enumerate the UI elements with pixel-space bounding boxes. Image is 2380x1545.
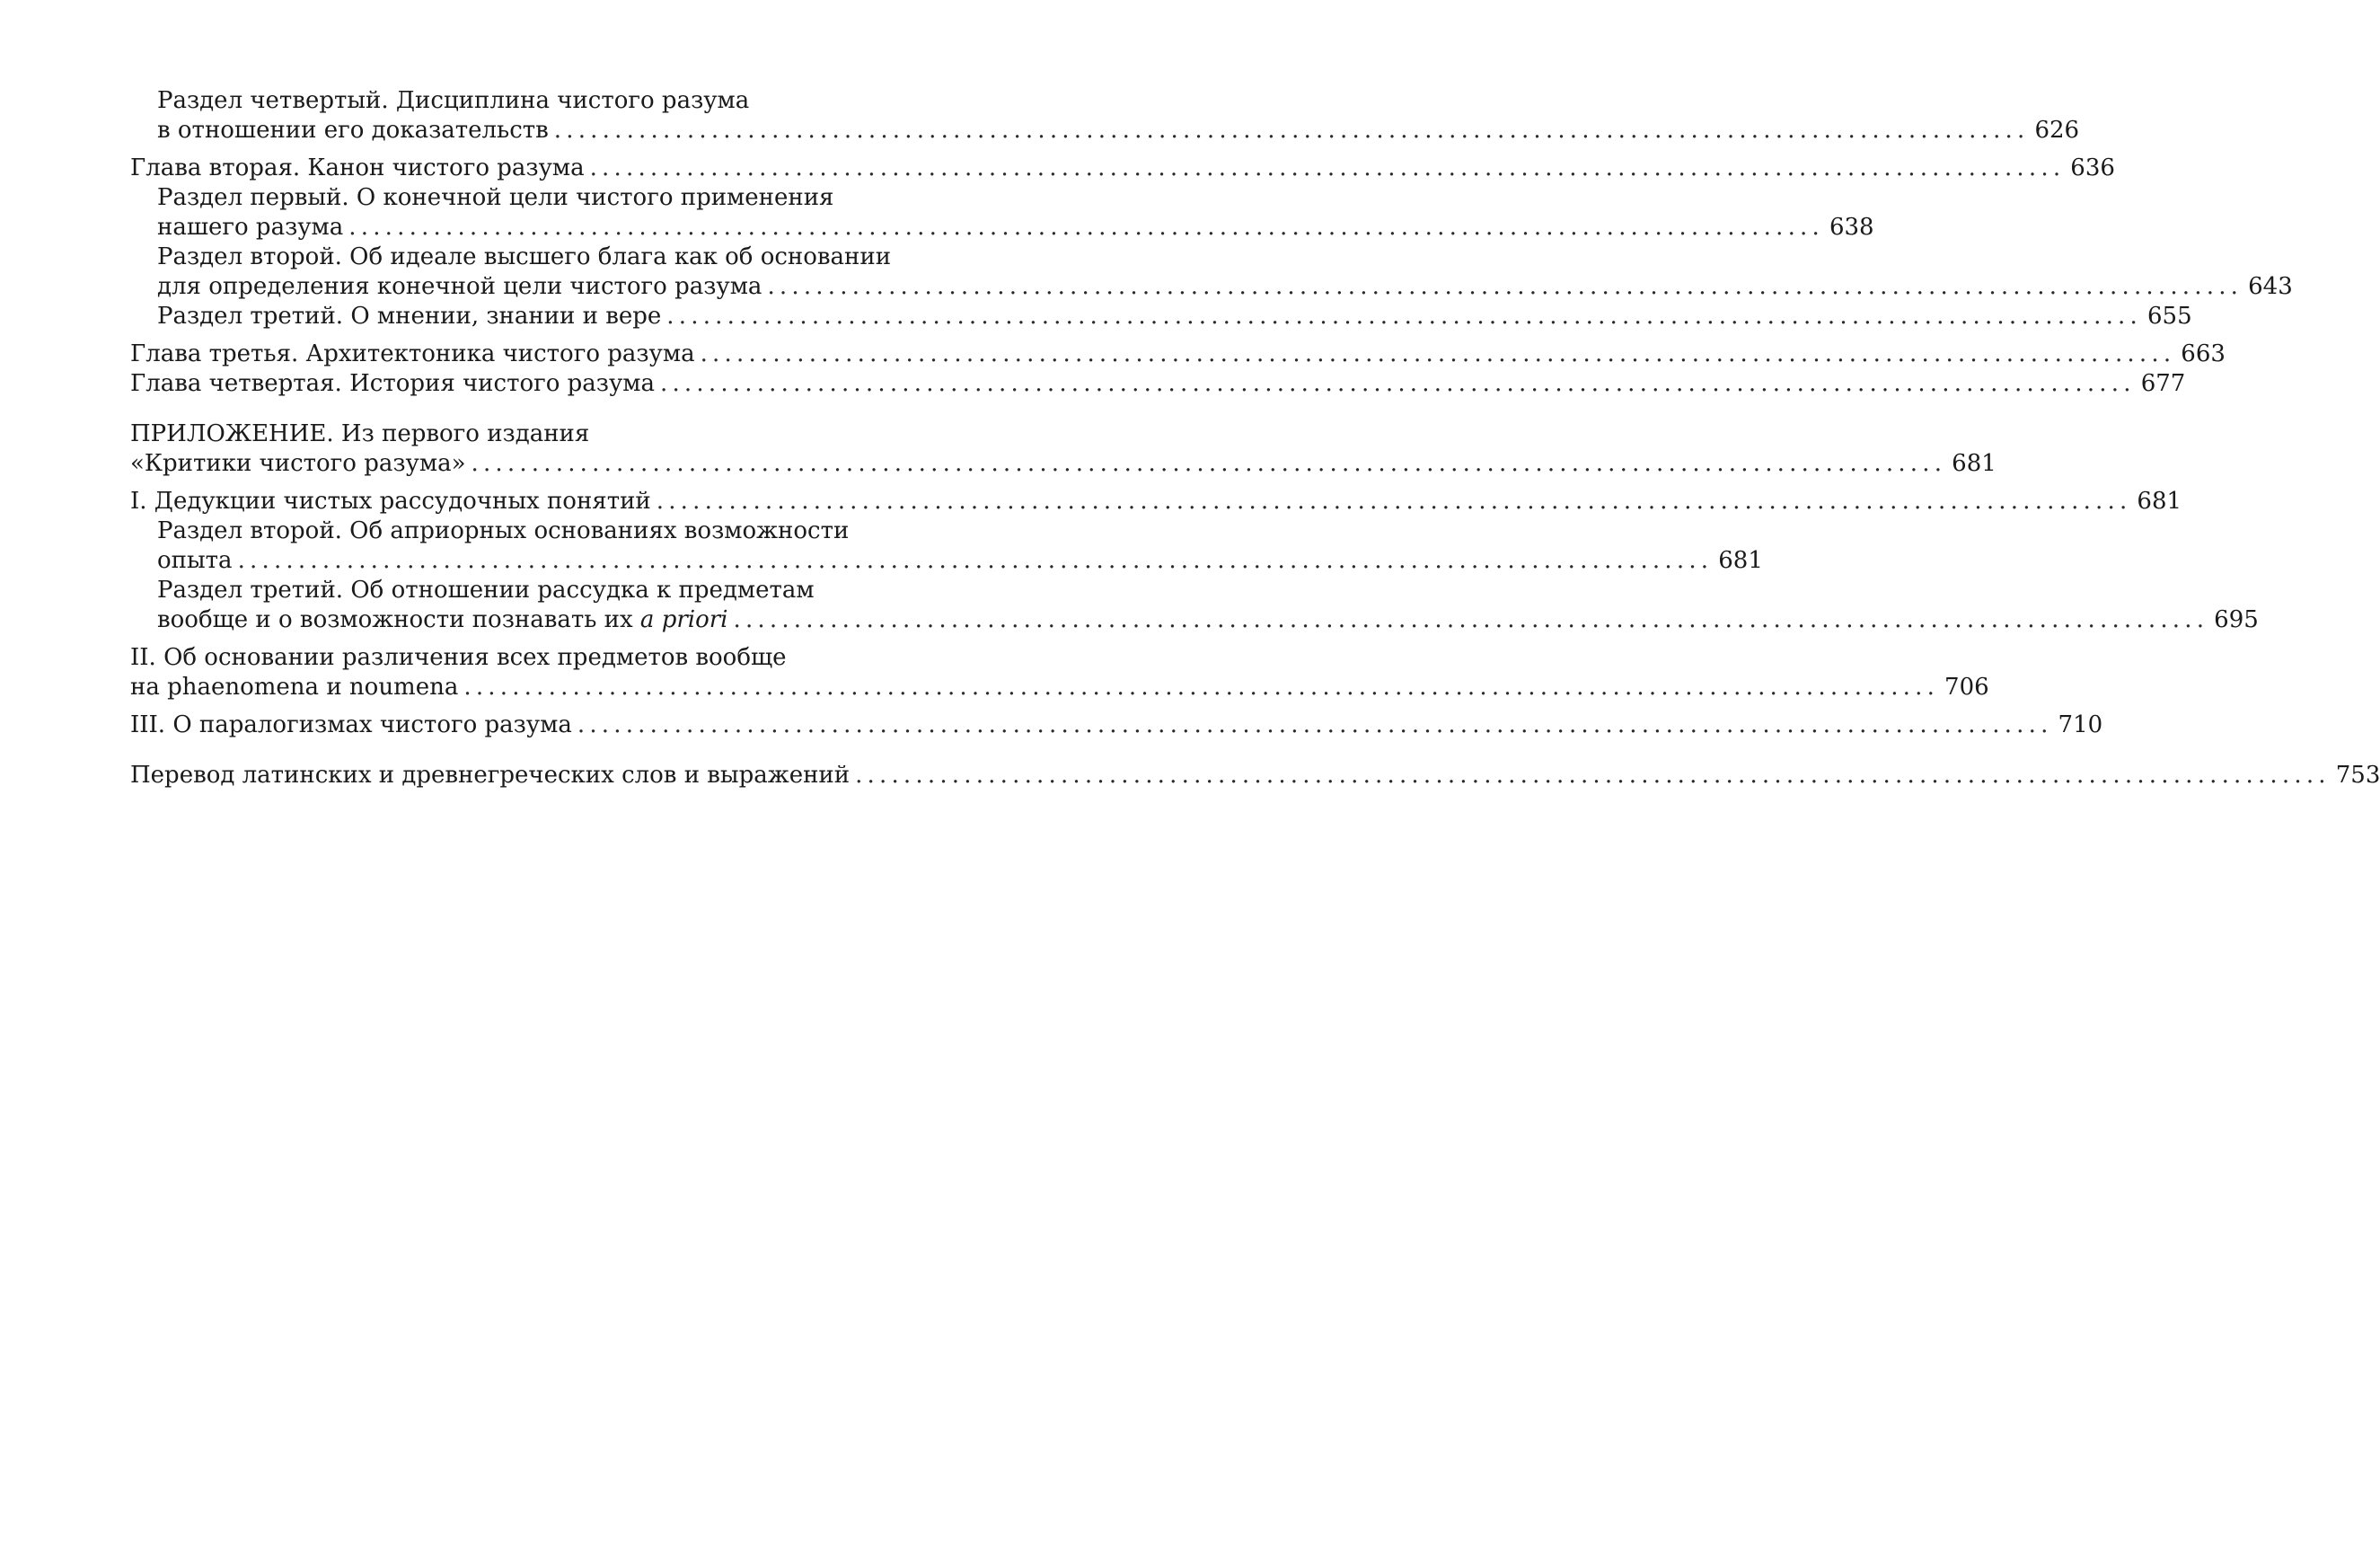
dot-leader: .......................................................................................................................... [660,370,2136,397]
dot-leader: .......................................................................................................................... [656,488,2132,515]
toc-entry-section-2-ideal[interactable] [130,243,2293,302]
toc-entry-title-line: Раздел четвертый. Дисциплина чистого разума [157,87,750,114]
toc-entry-title-line: Глава вторая. Канон чистого разума [130,154,585,181]
toc-page-number: 655 [2146,303,2192,330]
toc-page-number: 681 [1718,547,1763,574]
toc-entry-title-line: Раздел третий. Об отношении рассудка к предметам [157,577,815,604]
toc-entry-chapter-2-canon[interactable] [130,154,2115,183]
dot-leader: .......................................................................................................................... [577,711,2053,738]
dot-leader: .......................................................................................................................... [700,340,2176,367]
toc-entry-title-line: Раздел первый. О конечной цели чистого применения [157,184,834,211]
toc-page-number: 710 [2058,711,2103,738]
toc-page-number: 681 [2137,488,2182,515]
toc-page-number: 626 [2034,117,2080,144]
toc-entry-title-line: Раздел второй. Об априорных основаниях возможности [157,517,850,544]
toc-page-number: 663 [2181,340,2226,367]
toc-entry-title-line: в отношении его доказательств [157,117,549,144]
toc-entry-deductions[interactable] [130,487,2182,516]
toc-entry-title-line: на phaenomena и noumena [130,674,459,701]
toc-entry-title-line: ПРИЛОЖЕНИЕ. Из первого издания [130,420,590,447]
toc-entry-title-line: Раздел третий. О мнении, знании и вере [157,303,662,330]
toc-entry-chapter-4-history[interactable] [130,369,2186,399]
toc-entry-section-4-discipline[interactable] [130,86,2080,146]
dot-leader: .......................................................................................................................... [463,674,1940,701]
toc-page-number: 753 [2335,762,2380,789]
toc-entry-paralogisms[interactable] [130,711,2103,740]
table-of-contents [130,86,2380,790]
dot-leader: .......................................................................................................................... [589,154,2066,181]
toc-entry-section-3-understanding[interactable] [130,576,2259,635]
toc-entry-title-line: вообще и о возможности познавать их a priori [157,606,728,633]
a-priori-italic: a priori [639,606,728,633]
toc-entry-appendix[interactable] [130,419,1997,479]
toc-page-number: 638 [1829,214,1874,241]
toc-entry-title-line: I. Дедукции чистых рассудочных понятий [130,488,651,515]
toc-entry-chapter-3-architectonic[interactable] [130,340,2226,369]
dot-leader: .......................................................................................................................... [553,117,2030,144]
dot-leader: .......................................................................................................................... [855,762,2331,789]
toc-page-number: 643 [2248,273,2293,300]
toc-entry-translation[interactable] [130,761,2380,790]
toc-entry-title-line: для определения конечной цели чистого разума [157,273,762,300]
toc-entry-title-line: опыта [157,547,233,574]
toc-page-number: 695 [2214,606,2259,633]
toc-page-number: 636 [2070,154,2115,181]
dot-leader: .......................................................................................................................... [237,547,1714,574]
toc-entry-section-3-opinion[interactable] [130,302,2192,331]
dot-leader: .......................................................................................................................... [348,214,1824,241]
dot-leader: .......................................................................................................................... [471,450,1947,477]
toc-entry-section-1-final-purpose[interactable] [130,183,1874,243]
toc-entry-title-line: Глава третья. Архитектоника чистого разума [130,340,695,367]
toc-entry-title-line: III. О паралогизмах чистого разума [130,711,572,738]
toc-entry-title-line: нашего разума [157,214,344,241]
toc-entry-section-2-apriori-grounds[interactable] [130,516,1763,576]
dot-leader: .......................................................................................................................... [733,606,2209,633]
toc-entry-title-line: II. Об основании различения всех предметов вообще [130,644,787,671]
toc-entry-title-line: «Критики чистого разума» [130,450,466,477]
toc-entry-phaenomena-noumena[interactable] [130,643,1989,702]
toc-entry-title-line: Раздел второй. Об идеале высшего блага как об основании [157,243,892,270]
toc-page-number: 706 [1944,674,1989,701]
dot-leader: .......................................................................................................................... [666,303,2142,330]
toc-page-number: 681 [1952,450,1997,477]
dot-leader: .......................................................................................................................... [767,273,2243,300]
toc-page-number: 677 [2140,370,2186,397]
toc-entry-title-line: Перевод латинских и древнегреческих слов и выражений [130,762,851,789]
toc-entry-title-line: Глава четвертая. История чистого разума [130,370,655,397]
